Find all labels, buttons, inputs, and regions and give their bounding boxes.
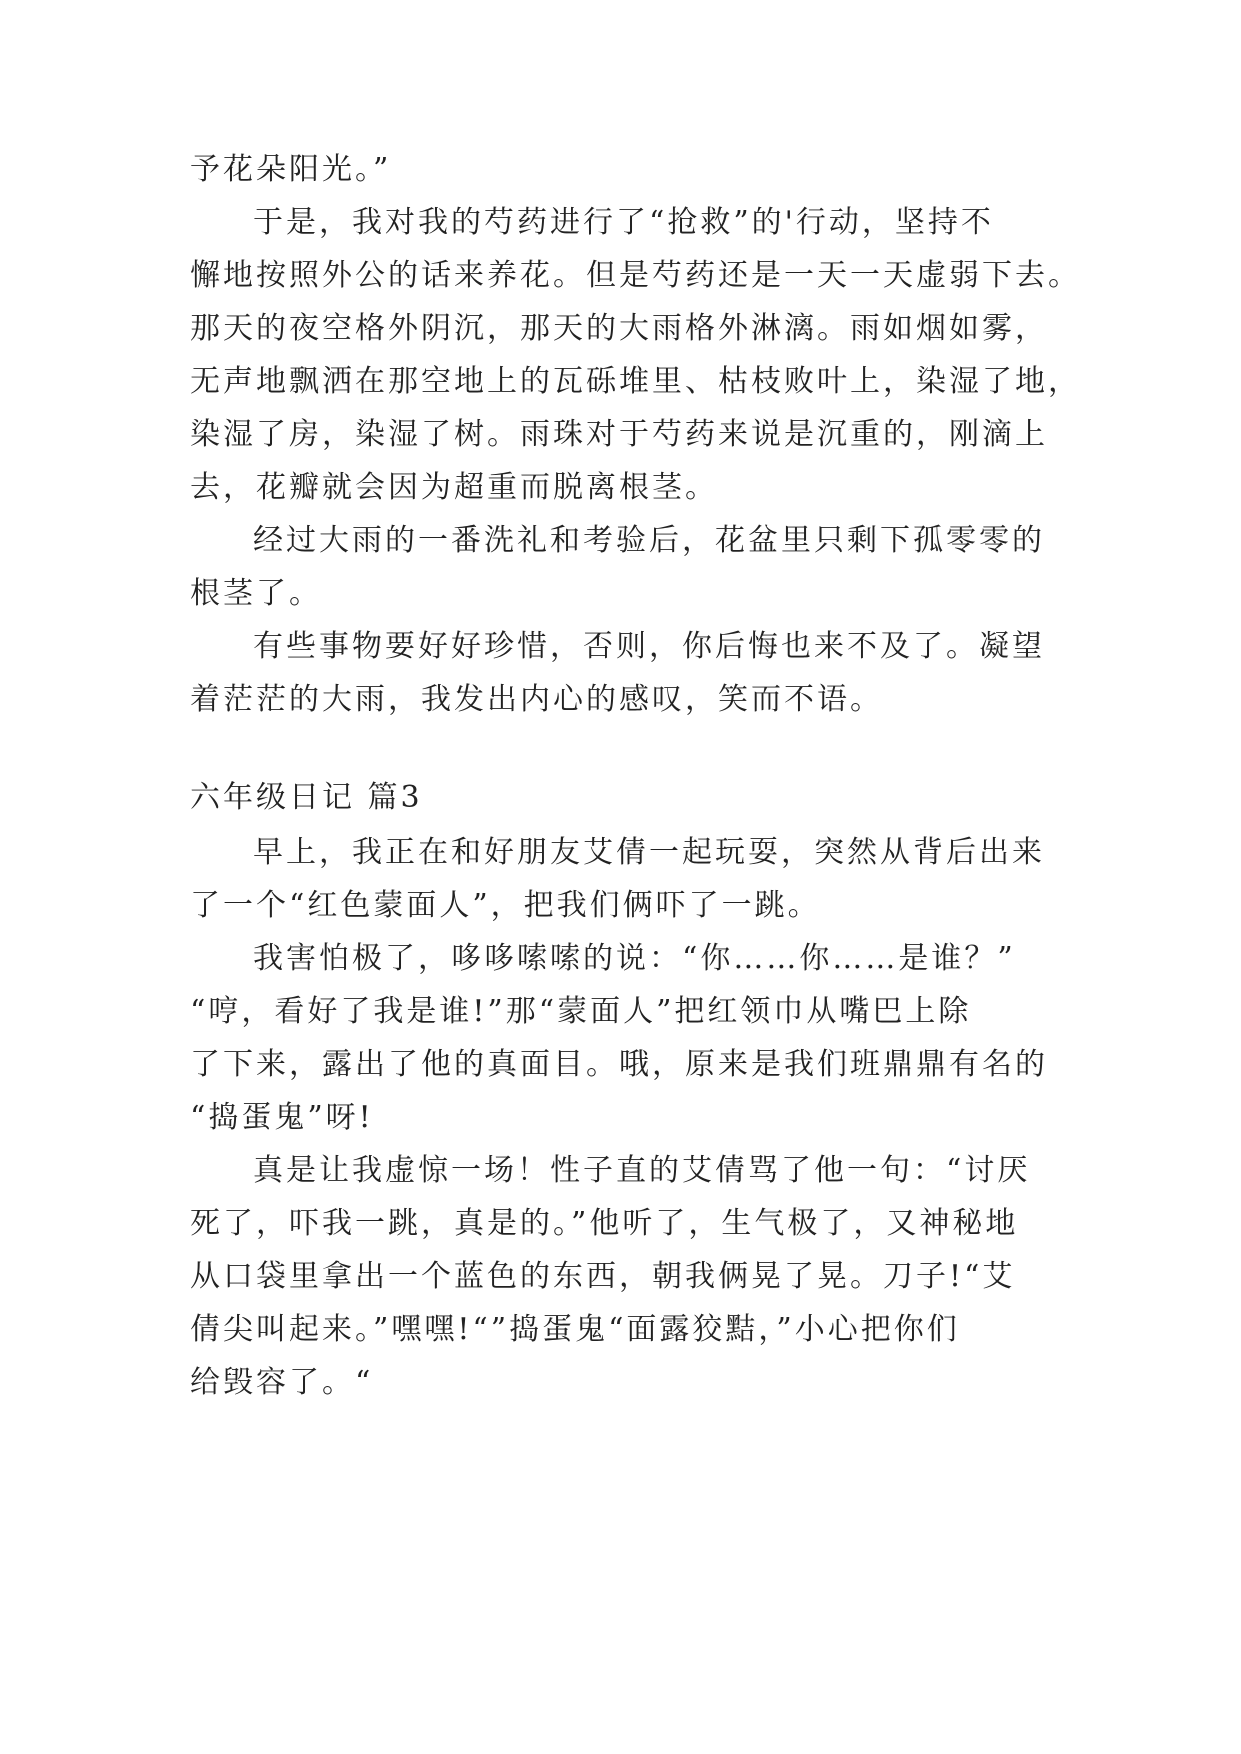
paragraph-line: 予花朵阳光。” bbox=[190, 152, 392, 187]
paragraph-line: 真是让我虚惊一场！性子直的艾倩骂了他一句：“讨厌 bbox=[253, 1153, 1031, 1188]
paragraph-line: 我害怕极了，哆哆嗦嗦的说：“你……你……是谁？” bbox=[253, 941, 1016, 976]
paragraph-line: “捣蛋鬼”呀! bbox=[190, 1100, 374, 1135]
paragraph-line: 早上，我正在和好朋友艾倩一起玩耍，突然从背后出来 bbox=[253, 835, 1045, 870]
paragraph-line: 给毁容了。“ bbox=[190, 1365, 374, 1400]
paragraph-line: 无声地飘洒在那空地上的瓦砾堆里、枯枝败叶上，染湿了地， bbox=[190, 364, 1081, 399]
paragraph-line: 懈地按照外公的话来养花。但是芍药还是一天一天虚弱下去。 bbox=[190, 258, 1081, 293]
paragraph-line: 着茫茫的大雨，我发出内心的感叹，笑而不语。 bbox=[190, 682, 883, 717]
paragraph-line: 从口袋里拿出一个蓝色的东西，朝我俩晃了晃。刀子!“艾 bbox=[190, 1259, 1016, 1294]
paragraph-line: 那天的夜空格外阴沉，那天的大雨格外淋漓。雨如烟如雾， bbox=[190, 311, 1048, 346]
paragraph-line: 经过大雨的一番洗礼和考验后，花盆里只剩下孤零零的 bbox=[253, 523, 1045, 558]
paragraph-line: “哼，看好了我是谁!”那“蒙面人”把红领巾从嘴巴上除 bbox=[190, 994, 972, 1029]
paragraph-line: 染湿了房，染湿了树。雨珠对于芍药来说是沉重的，刚滴上 bbox=[190, 417, 1048, 452]
paragraph-line: 倩尖叫起来。”嘿嘿!“”捣蛋鬼“面露狡黠，”小心把你们 bbox=[190, 1312, 960, 1347]
paragraph-line: 死了，吓我一跳，真是的。”他听了，生气极了，又神秘地 bbox=[190, 1206, 1019, 1241]
section-heading: 六年级日记 篇3 bbox=[190, 780, 423, 815]
paragraph-line: 有些事物要好好珍惜，否则，你后悔也来不及了。凝望 bbox=[253, 629, 1045, 664]
paragraph-line: 了下来，露出了他的真面目。哦，原来是我们班鼎鼎有名的 bbox=[190, 1047, 1048, 1082]
paragraph-line: 于是，我对我的芍药进行了“抢救”的'行动，坚持不 bbox=[253, 205, 994, 240]
paragraph-line: 去，花瓣就会因为超重而脱离根茎。 bbox=[190, 470, 718, 505]
paragraph-line: 了一个“红色蒙面人”，把我们俩吓了一跳。 bbox=[190, 888, 821, 923]
paragraph-line: 根茎了。 bbox=[190, 576, 322, 611]
